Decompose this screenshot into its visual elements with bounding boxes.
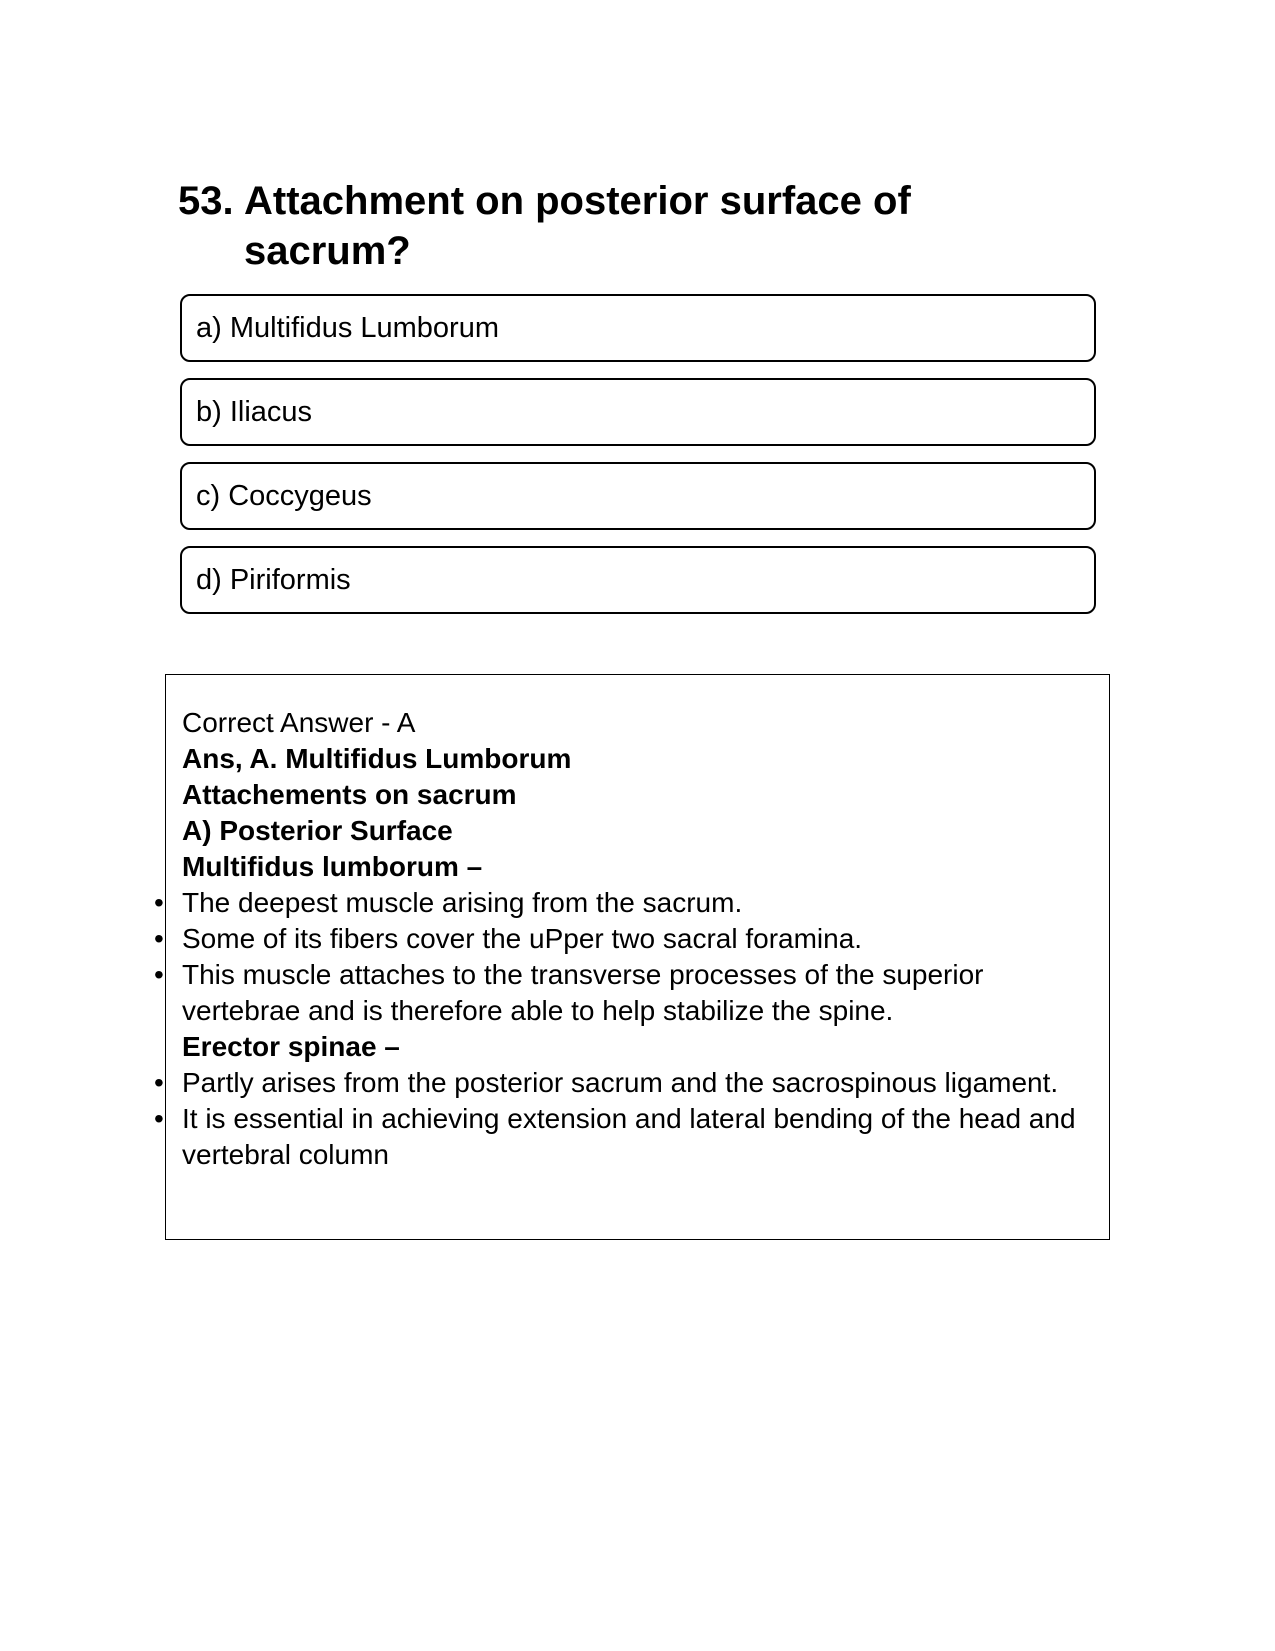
list-item-text: This muscle attaches to the transverse processes of the superior vertebrae and is therefore able to help stabilize the spine. [182, 959, 984, 1026]
explanation-content [154, 705, 1087, 1173]
list-item [154, 885, 1087, 921]
question-text: Attachment on posterior surface of sacrum? [244, 179, 911, 273]
list-item-text: The deepest muscle arising from the sacrum. [182, 887, 743, 918]
list-item [154, 1065, 1087, 1101]
answer-line: Ans, A. Multifidus Lumborum [182, 743, 572, 774]
options-list [180, 294, 1096, 630]
list-item-text: It is essential in achieving extension and lateral bending of the head and vertebral column [182, 1103, 1076, 1170]
correct-answer-line: Correct Answer - A [182, 707, 416, 738]
option-b[interactable]: b) Iliacus [180, 378, 1096, 446]
bullet-icon: • [154, 923, 164, 954]
list-item-text: Some of its fibers cover the uPper two sacral foramina. [182, 923, 863, 954]
list-item [154, 957, 1087, 1029]
posterior-surface-heading: A) Posterior Surface [182, 815, 453, 846]
attachments-heading: Attachements on sacrum [182, 779, 517, 810]
list-item [154, 921, 1087, 957]
bullet-icon: • [154, 1103, 164, 1134]
option-c[interactable]: c) Coccygeus [180, 462, 1096, 530]
erector-spinae-section-title: Erector spinae – [182, 1031, 400, 1062]
question-heading [178, 176, 978, 276]
option-d[interactable]: d) Piriformis [180, 546, 1096, 614]
multifidus-section-title: Multifidus lumborum – [182, 851, 483, 882]
bullet-icon: • [154, 887, 164, 918]
list-item-text: Partly arises from the posterior sacrum and the sacrospinous ligament. [182, 1067, 1059, 1098]
explanation-box [154, 674, 1110, 1240]
bullet-icon: • [154, 1067, 164, 1098]
list-item [154, 1101, 1087, 1173]
question-number: 53. [178, 179, 234, 223]
bullet-icon: • [154, 959, 164, 990]
option-a[interactable]: a) Multifidus Lumborum [180, 294, 1096, 362]
